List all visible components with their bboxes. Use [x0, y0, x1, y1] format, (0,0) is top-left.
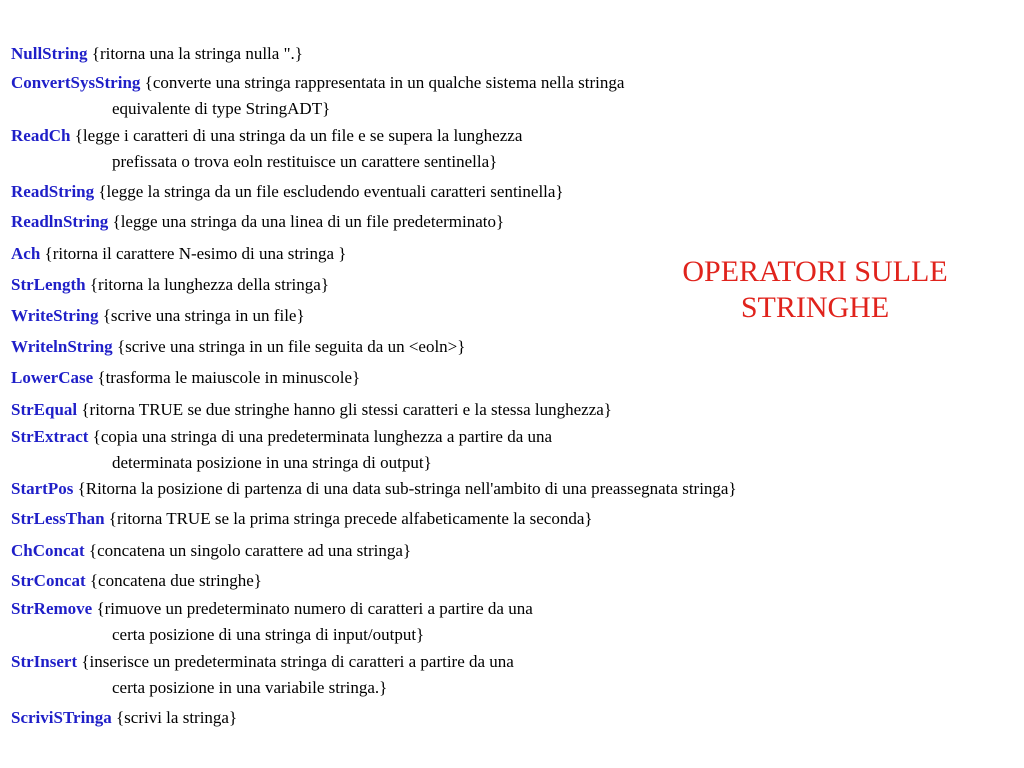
operator-item	[11, 649, 514, 675]
operator-name: LowerCase	[11, 368, 94, 387]
operator-item	[11, 397, 612, 423]
operator-item	[11, 209, 504, 235]
operator-name: StrEqual	[11, 400, 78, 419]
operator-item	[11, 272, 329, 298]
operator-item	[11, 705, 237, 731]
operator-name: ReadlnString	[11, 212, 109, 231]
operator-name: Ach	[11, 244, 41, 263]
operator-description-continuation: determinata posizione in una stringa di output}	[112, 453, 432, 472]
operator-item	[11, 179, 564, 205]
operator-description: {trasforma le maiuscole in minuscole}	[97, 368, 361, 387]
operator-name: WriteString	[11, 306, 99, 325]
operator-name: NullString	[11, 44, 88, 63]
operator-item	[11, 241, 346, 267]
operator-description: {scrive una stringa in un file}	[102, 306, 305, 325]
operator-item	[11, 70, 624, 96]
operator-item	[11, 424, 552, 450]
slide-title	[640, 254, 990, 326]
operator-item	[11, 568, 262, 594]
operator-description: {ritorna la lunghezza della stringa}	[89, 275, 329, 294]
operator-description: {Ritorna la posizione di partenza di una data sub-stringa nell'ambito di una preassegnata stringa}	[77, 479, 737, 498]
operator-item	[11, 596, 533, 622]
operator-description-continuation: equivalente di type StringADT}	[112, 99, 331, 118]
slide-title-line-1: OPERATORI SULLE	[682, 255, 948, 288]
operator-item	[11, 538, 411, 564]
operator-description: {ritorna TRUE se due stringhe hanno gli stessi caratteri e la stessa lunghezza}	[81, 400, 612, 419]
operator-name: StrConcat	[11, 571, 86, 590]
operator-description: {inserisce un predeterminata stringa di caratteri a partire da una	[81, 652, 514, 671]
operator-description: {legge la stringa da un file escludendo eventuali caratteri sentinella}	[98, 182, 564, 201]
operator-description: {copia una stringa di una predeterminata lunghezza a partire da una	[92, 427, 553, 446]
operator-description: {rimuove un predeterminato numero di caratteri a partire da una	[96, 599, 533, 618]
operator-item	[11, 303, 305, 329]
operator-description: {ritorna il carattere N-esimo di una stringa }	[44, 244, 347, 263]
operator-name: ConvertSysString	[11, 73, 141, 92]
operator-description-continuation: certa posizione in una variabile stringa.}	[112, 678, 388, 697]
operator-description-continuation: prefissata o trova eoln restituisce un carattere sentinella}	[112, 152, 498, 171]
operator-name: ReadString	[11, 182, 95, 201]
operator-item	[11, 506, 593, 532]
operator-item	[11, 41, 303, 67]
operator-description: {legge una stringa da una linea di un file predeterminato}	[112, 212, 505, 231]
operator-name: StrLessThan	[11, 509, 105, 528]
operator-item	[11, 365, 360, 391]
operator-item	[11, 123, 522, 149]
operator-description: {legge i caratteri di una stringa da un file e se supera la lunghezza	[74, 126, 523, 145]
operator-description: {concatena un singolo carattere ad una stringa}	[88, 541, 412, 560]
operator-name: StrInsert	[11, 652, 78, 671]
slide-title-line-2: STRINGHE	[740, 291, 890, 324]
operator-description: {scrivi la stringa}	[116, 708, 238, 727]
operator-description: {concatena due stringhe}	[89, 571, 262, 590]
operator-description: {ritorna TRUE se la prima stringa precede alfabeticamente la seconda}	[108, 509, 593, 528]
operator-name: WritelnString	[11, 337, 113, 356]
operator-item	[11, 334, 465, 360]
operator-name: ScriviSTringa	[11, 708, 112, 727]
operator-description-continuation: certa posizione di una stringa di input/output}	[112, 625, 425, 644]
operator-item	[11, 476, 737, 502]
operator-description: {converte una stringa rappresentata in un qualche sistema nella stringa	[144, 73, 625, 92]
operator-name: StrRemove	[11, 599, 93, 618]
operator-name: StrLength	[11, 275, 86, 294]
operator-name: ChConcat	[11, 541, 85, 560]
operator-name: ReadCh	[11, 126, 71, 145]
operator-description: {scrive una stringa in un file seguita da un <eoln>}	[116, 337, 466, 356]
operator-description: {ritorna una la stringa nulla ".}	[91, 44, 303, 63]
operator-name: StrExtract	[11, 427, 89, 446]
operator-name: StartPos	[11, 479, 74, 498]
